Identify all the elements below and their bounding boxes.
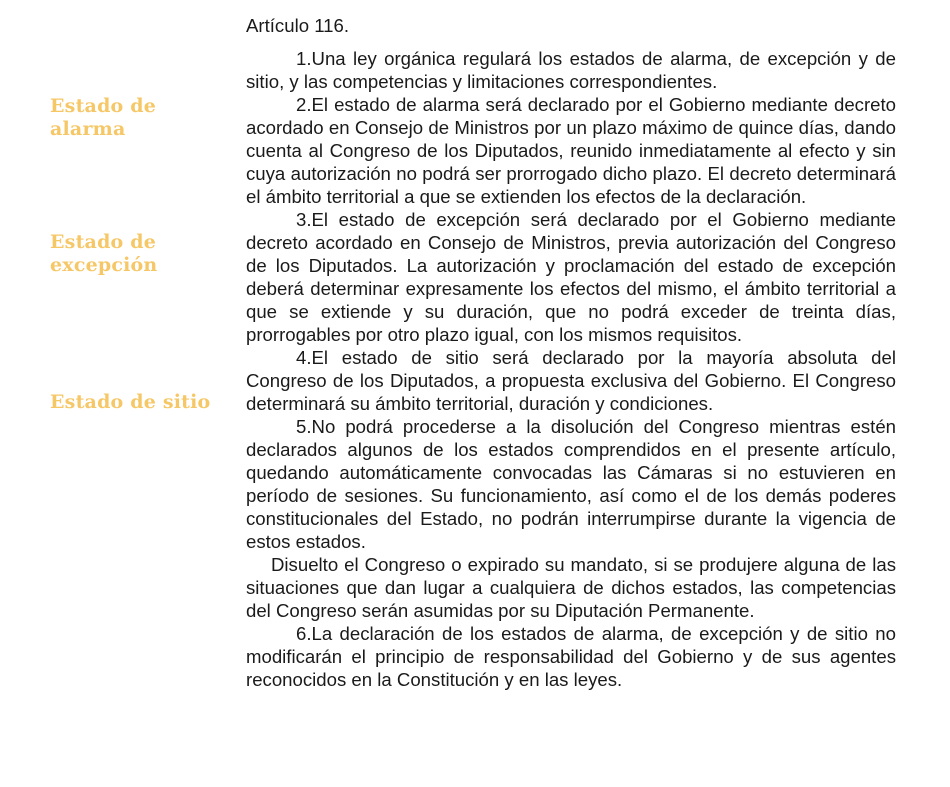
paragraph-4 xyxy=(246,346,896,415)
paragraph-number: 6. xyxy=(296,623,312,644)
paragraph-5-continued xyxy=(246,553,896,622)
paragraph-6 xyxy=(246,622,896,691)
paragraph-text: El estado de sitio será declarado por la mayoría absoluta del Congreso de los Diputados, a propuesta exclusiva del Gobierno. El Congreso determinará su ámbito territorial, duración y condiciones. xyxy=(246,347,896,414)
paragraph-text: La declaración de los estados de alarma, de excepción y de sitio no modificarán el principio de responsabilidad del Gobierno y de sus agentes reconocidos en la Constitución y en las leyes. xyxy=(246,623,896,690)
paragraph-text: Disuelto el Congreso o expirado su mandato, si se produjere alguna de las situaciones que dan lugar a cualquiera de dichos estados, las competencias del Congreso serán asumidas por su Diputación Permanente. xyxy=(246,554,896,621)
paragraph-number: 2. xyxy=(296,94,312,115)
margin-note-estado-de-excepcion: Estado de excepción xyxy=(50,231,158,276)
paragraph-number: 5. xyxy=(296,416,312,437)
paragraph-3 xyxy=(246,208,896,346)
paragraph-number: 1. xyxy=(296,48,312,69)
paragraph-text: Una ley orgánica regulará los estados de alarma, de excepción y de sitio, y las competencias y limitaciones correspondientes. xyxy=(246,48,896,92)
paragraph-5 xyxy=(246,415,896,553)
paragraph-2 xyxy=(246,93,896,208)
paragraph-number: 3. xyxy=(296,209,312,230)
margin-note-estado-de-sitio: Estado de sitio xyxy=(50,391,211,413)
article-title: Artículo 116. xyxy=(246,15,350,36)
paragraph-text: No podrá procederse a la disolución del Congreso mientras estén declarados algunos de los estados comprendidos en el presente artículo, quedando automáticamente convocadas las Cámaras si no estuvieren en período de sesiones. Su funcionamiento, así como el de los demás poderes constitucionales del Estado, no podrán interrumpirse durante la vigencia de estos estados. xyxy=(246,416,896,552)
paragraph-text: El estado de alarma será declarado por el Gobierno mediante decreto acordado en Consejo de Ministros por un plazo máximo de quince días, dando cuenta al Congreso de los Diputados, reunido inmediatamente al efecto y sin cuya autorización no podrá ser prorrogado dicho plazo. El decreto determinará el ámbito territorial a que se extienden los efectos de la declaración. xyxy=(246,94,896,207)
article-body xyxy=(246,14,896,691)
paragraph-number: 4. xyxy=(296,347,312,368)
paragraph-text: El estado de excepción será declarado por el Gobierno mediante decreto acordado en Consejo de Ministros, previa autorización del Congreso de los Diputados. La autorización y proclamación del estado de excepción deberá determinar expresamente los efectos del mismo, el ámbito territorial a que se extiende y su duración, que no podrá exceder de treinta días, prorrogables por otro plazo igual, con los mismos requisitos. xyxy=(246,209,896,345)
margin-note-estado-de-alarma: Estado de alarma xyxy=(50,95,157,140)
paragraph-1 xyxy=(246,47,896,93)
